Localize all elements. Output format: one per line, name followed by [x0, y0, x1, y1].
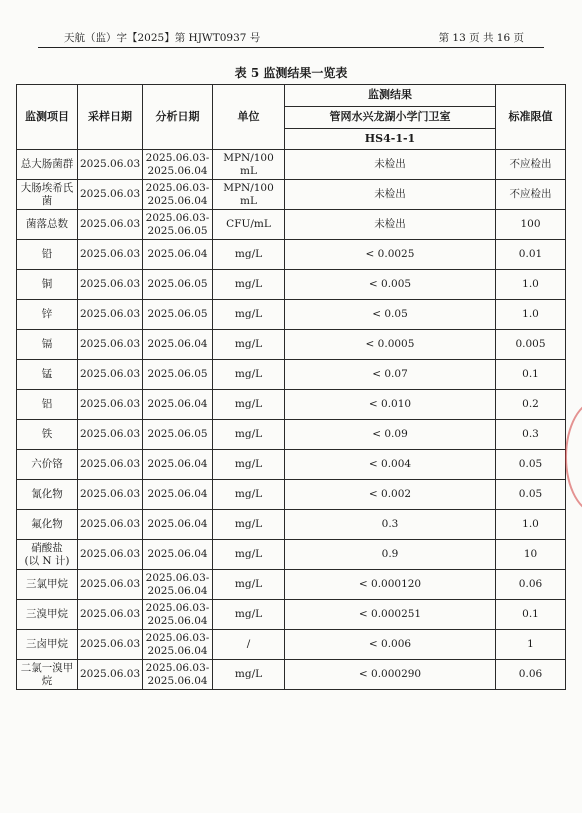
cell-analysis-date: 2025.06.05: [143, 300, 213, 330]
cell-analysis-date: 2025.06.05: [143, 420, 213, 450]
cell-sample-date: 2025.06.03: [78, 420, 143, 450]
cell-analysis-date: 2025.06.03- 2025.06.04: [143, 150, 213, 180]
cell-item: 铅: [17, 240, 78, 270]
cell-limit: 1.0: [496, 270, 566, 300]
cell-analysis-date: 2025.06.04: [143, 540, 213, 570]
cell-result: < 0.005: [285, 270, 496, 300]
cell-sample-date: 2025.06.03: [78, 480, 143, 510]
cell-sample-date: 2025.06.03: [78, 390, 143, 420]
cell-result: < 0.05: [285, 300, 496, 330]
cell-result: < 0.0025: [285, 240, 496, 270]
cell-result: < 0.0005: [285, 330, 496, 360]
col-header-limit: 标准限值: [496, 85, 566, 150]
cell-unit: MPN/100 mL: [213, 180, 285, 210]
table-row: [17, 270, 566, 300]
cell-limit: 不应检出: [496, 180, 566, 210]
cell-analysis-date: 2025.06.04: [143, 390, 213, 420]
cell-sample-date: 2025.06.03: [78, 570, 143, 600]
cell-unit: mg/L: [213, 600, 285, 630]
doc-number: 天航（监）字【2025】第 HJWT0937 号: [64, 32, 261, 44]
table-row: [17, 300, 566, 330]
cell-item: 菌落总数: [17, 210, 78, 240]
cell-item: 铁: [17, 420, 78, 450]
cell-item: 总大肠菌群: [17, 150, 78, 180]
cell-sample-date: 2025.06.03: [78, 150, 143, 180]
cell-analysis-date: 2025.06.04: [143, 330, 213, 360]
table-row: [17, 630, 566, 660]
cell-limit: 0.05: [496, 480, 566, 510]
cell-item: 氟化物: [17, 510, 78, 540]
cell-result: 0.9: [285, 540, 496, 570]
cell-result: 未检出: [285, 150, 496, 180]
cell-unit: mg/L: [213, 330, 285, 360]
page-info: 第 13 页 共 16 页: [438, 32, 524, 44]
cell-sample-date: 2025.06.03: [78, 450, 143, 480]
cell-unit: mg/L: [213, 390, 285, 420]
cell-item: 镉: [17, 330, 78, 360]
cell-sample-date: 2025.06.03: [78, 330, 143, 360]
cell-limit: 0.06: [496, 660, 566, 690]
cell-result: 未检出: [285, 210, 496, 240]
cell-limit: 0.1: [496, 360, 566, 390]
cell-unit: mg/L: [213, 270, 285, 300]
cell-analysis-date: 2025.06.05: [143, 360, 213, 390]
results-table: [16, 84, 566, 690]
cell-result: 0.3: [285, 510, 496, 540]
cell-unit: MPN/100 mL: [213, 150, 285, 180]
cell-item: 二氯一溴甲烷: [17, 660, 78, 690]
col-header-unit: 单位: [213, 85, 285, 150]
cell-sample-date: 2025.06.03: [78, 630, 143, 660]
cell-unit: mg/L: [213, 570, 285, 600]
cell-analysis-date: 2025.06.04: [143, 450, 213, 480]
cell-limit: 100: [496, 210, 566, 240]
table-row: [17, 150, 566, 180]
cell-sample-date: 2025.06.03: [78, 180, 143, 210]
cell-unit: mg/L: [213, 480, 285, 510]
table-row: [17, 210, 566, 240]
cell-limit: 0.005: [496, 330, 566, 360]
cell-limit: 1.0: [496, 510, 566, 540]
page-header: [64, 30, 524, 45]
cell-sample-date: 2025.06.03: [78, 510, 143, 540]
cell-analysis-date: 2025.06.05: [143, 270, 213, 300]
cell-unit: mg/L: [213, 420, 285, 450]
cell-sample-date: 2025.06.03: [78, 210, 143, 240]
cell-result: < 0.002: [285, 480, 496, 510]
cell-unit: mg/L: [213, 240, 285, 270]
cell-result: < 0.004: [285, 450, 496, 480]
col-header-location: 管网水兴龙湖小学门卫室: [285, 107, 496, 129]
col-header-sample-date: 采样日期: [78, 85, 143, 150]
cell-sample-date: 2025.06.03: [78, 360, 143, 390]
cell-analysis-date: 2025.06.04: [143, 510, 213, 540]
cell-result: 未检出: [285, 180, 496, 210]
cell-item: 六价铬: [17, 450, 78, 480]
col-header-result-group: 监测结果: [285, 85, 496, 107]
table-row: [17, 450, 566, 480]
cell-limit: 0.2: [496, 390, 566, 420]
cell-result: < 0.000251: [285, 600, 496, 630]
table-row: [17, 510, 566, 540]
cell-item: 铜: [17, 270, 78, 300]
cell-unit: mg/L: [213, 660, 285, 690]
cell-sample-date: 2025.06.03: [78, 270, 143, 300]
cell-limit: 0.1: [496, 600, 566, 630]
table-row: [17, 480, 566, 510]
cell-sample-date: 2025.06.03: [78, 300, 143, 330]
cell-result: < 0.07: [285, 360, 496, 390]
cell-limit: 10: [496, 540, 566, 570]
table-row: [17, 540, 566, 570]
cell-unit: mg/L: [213, 540, 285, 570]
cell-result: < 0.010: [285, 390, 496, 420]
cell-result: < 0.000120: [285, 570, 496, 600]
cell-item: 大肠埃希氏菌: [17, 180, 78, 210]
cell-unit: mg/L: [213, 510, 285, 540]
cell-analysis-date: 2025.06.03- 2025.06.04: [143, 630, 213, 660]
cell-analysis-date: 2025.06.03- 2025.06.04: [143, 180, 213, 210]
cell-result: < 0.006: [285, 630, 496, 660]
cell-result: < 0.09: [285, 420, 496, 450]
cell-analysis-date: 2025.06.03- 2025.06.04: [143, 570, 213, 600]
cell-sample-date: 2025.06.03: [78, 540, 143, 570]
cell-sample-date: 2025.06.03: [78, 660, 143, 690]
cell-result: < 0.000290: [285, 660, 496, 690]
table-row: [17, 240, 566, 270]
cell-item: 硝酸盐 (以 N 计): [17, 540, 78, 570]
cell-analysis-date: 2025.06.04: [143, 240, 213, 270]
cell-item: 三氯甲烷: [17, 570, 78, 600]
cell-item: 三卤甲烷: [17, 630, 78, 660]
table-row: [17, 360, 566, 390]
cell-limit: 1.0: [496, 300, 566, 330]
table-row: [17, 420, 566, 450]
cell-item: 氰化物: [17, 480, 78, 510]
cell-analysis-date: 2025.06.03- 2025.06.04: [143, 660, 213, 690]
cell-unit: CFU/mL: [213, 210, 285, 240]
cell-sample-date: 2025.06.03: [78, 240, 143, 270]
table-row: [17, 390, 566, 420]
cell-limit: 0.3: [496, 420, 566, 450]
cell-analysis-date: 2025.06.03- 2025.06.05: [143, 210, 213, 240]
cell-analysis-date: 2025.06.04: [143, 480, 213, 510]
table-row: [17, 660, 566, 690]
cell-unit: /: [213, 630, 285, 660]
cell-analysis-date: 2025.06.03- 2025.06.04: [143, 600, 213, 630]
table-row: [17, 180, 566, 210]
cell-limit: 0.05: [496, 450, 566, 480]
cell-limit: 0.01: [496, 240, 566, 270]
cell-item: 锌: [17, 300, 78, 330]
cell-unit: mg/L: [213, 300, 285, 330]
table-row: [17, 570, 566, 600]
red-seal-stamp: [565, 400, 582, 514]
cell-sample-date: 2025.06.03: [78, 600, 143, 630]
cell-item: 锰: [17, 360, 78, 390]
cell-item: 铝: [17, 390, 78, 420]
table-row: [17, 330, 566, 360]
cell-unit: mg/L: [213, 450, 285, 480]
cell-limit: 1: [496, 630, 566, 660]
table-body: [17, 150, 566, 690]
cell-item: 三溴甲烷: [17, 600, 78, 630]
cell-unit: mg/L: [213, 360, 285, 390]
cell-limit: 不应检出: [496, 150, 566, 180]
header-rule: [38, 47, 544, 48]
col-header-item: 监测项目: [17, 85, 78, 150]
cell-limit: 0.06: [496, 570, 566, 600]
table-row: [17, 600, 566, 630]
col-header-sample-id: HS4-1-1: [285, 129, 496, 150]
table-title: 表 5 监测结果一览表: [234, 66, 348, 80]
col-header-analysis-date: 分析日期: [143, 85, 213, 150]
